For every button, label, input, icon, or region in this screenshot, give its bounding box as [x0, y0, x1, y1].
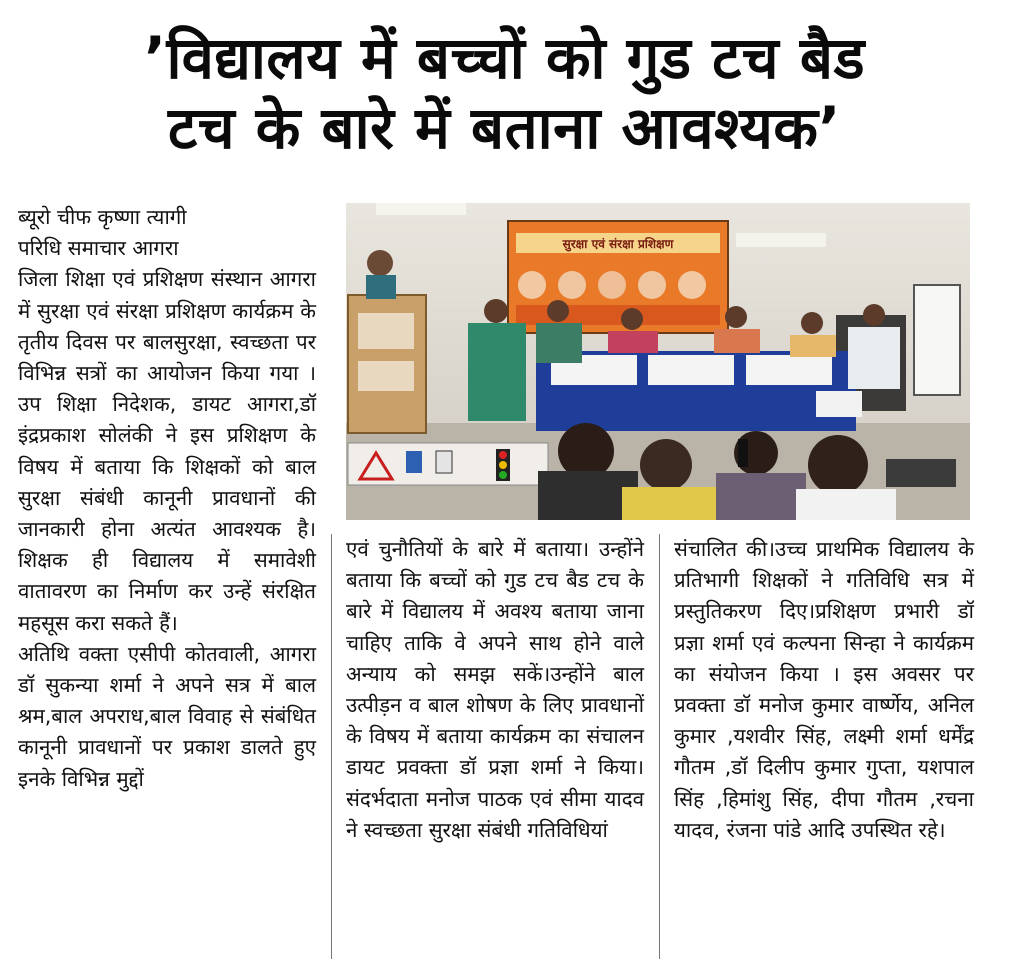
byline-reporter: ब्यूरो चीफ कृष्णा त्यागी [18, 205, 187, 229]
article-column-3 [674, 534, 974, 846]
article-paragraph: अतिथि वक्ता एसीपी कोतवाली, आगरा डॉ सुकन्या शर्मा ने अपने सत्र में बाल श्रम,बाल अपराध,बाल विवाह से संबंधित कानूनी प्रावधानों पर प्रकाश डालते हुए इनके विभिन्न मुद्दों [18, 641, 316, 791]
column-divider [659, 534, 660, 959]
banner-text: सुरक्षा एवं संरक्षा प्रशिक्षण [562, 237, 674, 251]
article-paragraph: जिला शिक्षा एवं प्रशिक्षण संस्थान आगरा में सुरक्षा एवं संरक्षा प्रशिक्षण कार्यक्रम के तृतीय दिवस पर बालसुरक्षा, स्वच्छता पर विभिन्न सत्रों का आयोजन किया गया ।उप शिक्षा निदेशक, डायट आगरा,डॉ इंद्रप्रकाश सोलंकी ने इस प्रशिक्षण के विषय में बताया कि शिक्षकों को बाल सुरक्षा संबंधी कानूनी प्रावधानों की जानकारी होना अत्यंत आवश्यक है।शिक्षक ही विद्यालय में समावेशी वातावरण का निर्माण कर उन्हें संरक्षित महसूस करा सकते हैं। [18, 267, 316, 635]
article-column-1 [18, 202, 316, 795]
headline-line-2: टच के बारे में बताना आवश्यक’ [168, 94, 841, 162]
byline-source: परिधि समाचार आगरा [18, 236, 179, 261]
headline-line-1: ’विद्यालय में बच्चों को गुड टच बैड [144, 24, 865, 92]
column-divider [331, 534, 332, 959]
article-paragraph: एवं चुनौतियों के बारे में बताया। उन्होंने बताया कि बच्चों को गुड टच बैड टच के बारे में विद्यालय में अवश्य बताया जाना चाहिए ताकि वे अपने साथ होने वाले अन्याय को समझ सकें।उन्होंने बाल उत्पीड़न व बाल शोषण के लिए प्रावधानों के विषय में बताया कार्यक्रम का संचालन डायट प्रवक्ता डॉ प्रज्ञा शर्मा ने किया। संदर्भदाता मनोज पाठक एवं सीमा यादव ने स्वच्छता सुरक्षा संबंधी गतिविधियां [346, 537, 644, 842]
event-photo [346, 203, 970, 520]
event-photo-icon [346, 203, 970, 520]
article-column-2 [346, 534, 644, 846]
article-paragraph: संचालित की।उच्च प्राथमिक विद्यालय के प्रतिभागी शिक्षकों ने गतिविधि सत्र में प्रस्तुतिकरण दिए।प्रशिक्षण प्रभारी डॉ प्रज्ञा शर्मा एवं कल्पना सिन्हा ने कार्यक्रम का संयोजन किया । इस अवसर पर प्रवक्ता डॉ मनोज कुमार वार्ष्णेय, अनिल कुमार ,यशवीर सिंह, लक्ष्मी शर्मा धर्मेंद्र गौतम ,डॉ दिलीप कुमार गुप्ता, यशपाल सिंह ,हिमांशु सिंह, दीपा गौतम ,रचना यादव, रंजना पांडे आदि उपस्थित रहे। [674, 537, 974, 842]
